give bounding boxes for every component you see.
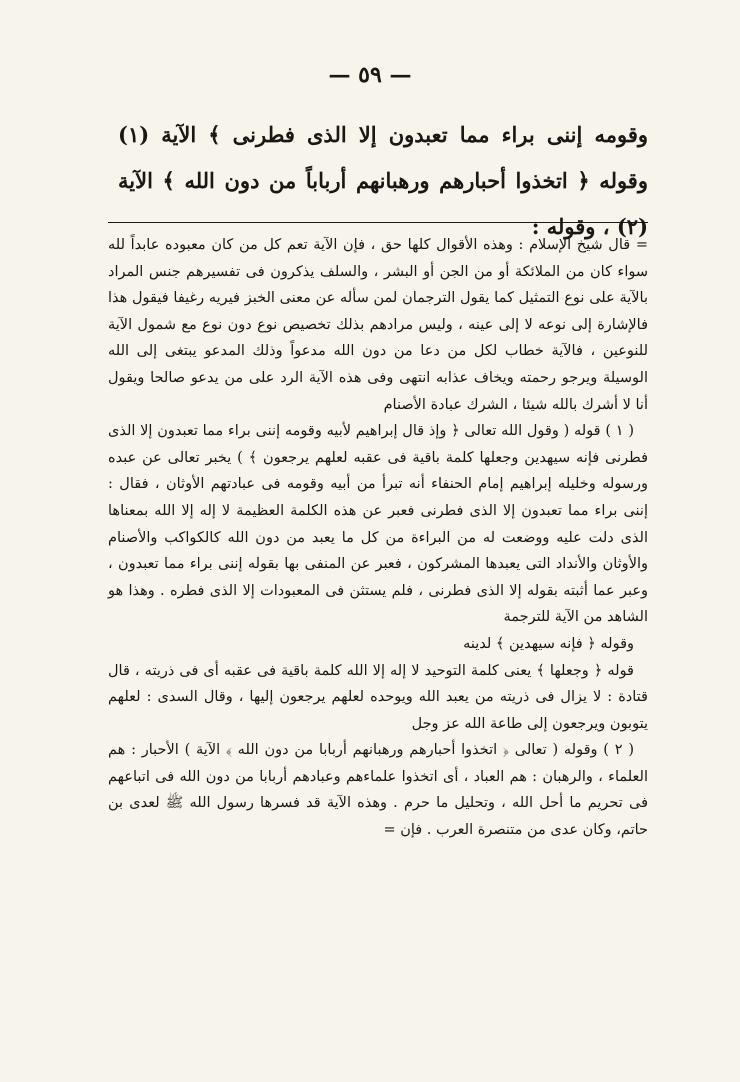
footnote-2: ( ٢ ) وقوله ( تعالى ﴿ اتخذوا أحبارهم ورهبانهم أربابا من دون الله ﴾ الآية ) الأحبار : هم العلماء ، والرهبان : هم العباد ، أى اتخذوا علماءهم وعبادهم أربابا من دون الله فى اتباعهم فى تحريم ما أحل الله ، وتحليل ما حرم . وهذه الآية قد فسرها رسول الله ﷺ لعدى بن حاتم، وكان عدى من متنصرة العرب . فإن =: [108, 742, 648, 839]
footnote-divider: [108, 222, 648, 223]
footnote-1-wajaalaha: قوله ﴿ وجعلها ﴾ يعنى كلمة التوحيد لا إله إلا الله كلمة باقية فى عقبه أى فى ذريته ، قال قتادة : لا يزال فى ذريته من يعبد الله ويوحده لعلهم يرجعون إليها ، وقال السدى : لعلهم يتوبون ويرجعون إلى طاعة الله عز وجل: [108, 662, 648, 732]
main-text: وقومه إننى براء مما تعبدون إلا الذى فطرنى ﴾ الآية (١) وقوله ﴿ اتخذوا أحبارهم ورهبانهم أرباباً من دون الله ﴾ الآية (٢) ، وقوله :: [118, 122, 648, 239]
footnotes: [108, 232, 648, 844]
footnote-1-sayhdeen: وقوله ﴿ فإنه سيهدين ﴾ لدينه: [463, 635, 634, 652]
footnote-continuation: = قال شيخ الإسلام : وهذه الأقوال كلها حق ، فإن الآية تعم كل من كان معبوده عابداً لله سواء كان من الملائكة أو من الجن أو البشر ، والسلف يذكرون فى تفسيرهم جنس المراد بالآية على نوع التمثيل كما يقول الترجمان لمن سأله عن معنى الخبز فيريه رغيفا فيقول هذا فالإشارة إلى نوعه لا إلى عينه ، وليس مرادهم بذلك تخصيص نوع دون نوع مع شمول الآية للنوعين ، فالآية خطاب لكل من دعا من دون الله مدعواً وذلك المدعو يبتغى إلى الله الوسيلة ويرجو رحمته ويخاف عذابه انتهى وفى هذه الآية الرد على من يدعو صالحا ويقول أنا لا أشرك بالله شيئا ، الشرك عبادة الأصنام: [108, 237, 648, 413]
footnote-1: ( ١ ) قوله ( وقول الله تعالى ﴿ وإذ قال إبراهيم لأبيه وقومه إننى براء مما تعبدون إلا الذى فطرنى فإنه سيهدين وجعلها كلمة باقية فى عقبه لعلهم يرجعون ﴾ ) يخبر تعالى عن عبده ورسوله وخليله إبراهيم إمام الحنفاء أنه تبرأ من أبيه وقومه فى عبادتهم الأوثان ، فقال : إننى براء مما تعبدون إلا الذى فطرنى فعبر عن هذه الكلمة العظيمة لا إله إلا الله بمعناها الذى دلت عليه ووضعت له من البراءة من كل ما يعبد من دون الله كالكواكب والأصنام والأوثان والأنداد التى يعبدها المشركون ، فعبر عن المنفى بها بقوله إننى براء مما تعبدون ، وعبر عما أثبته بقوله إلا الذى فطرنى ، فلم يستثن فى المعبودات إلا الذى فطره . وهذا هو الشاهد من الآية للترجمة: [108, 423, 648, 626]
page-number: — ٥٩ —: [328, 62, 412, 88]
